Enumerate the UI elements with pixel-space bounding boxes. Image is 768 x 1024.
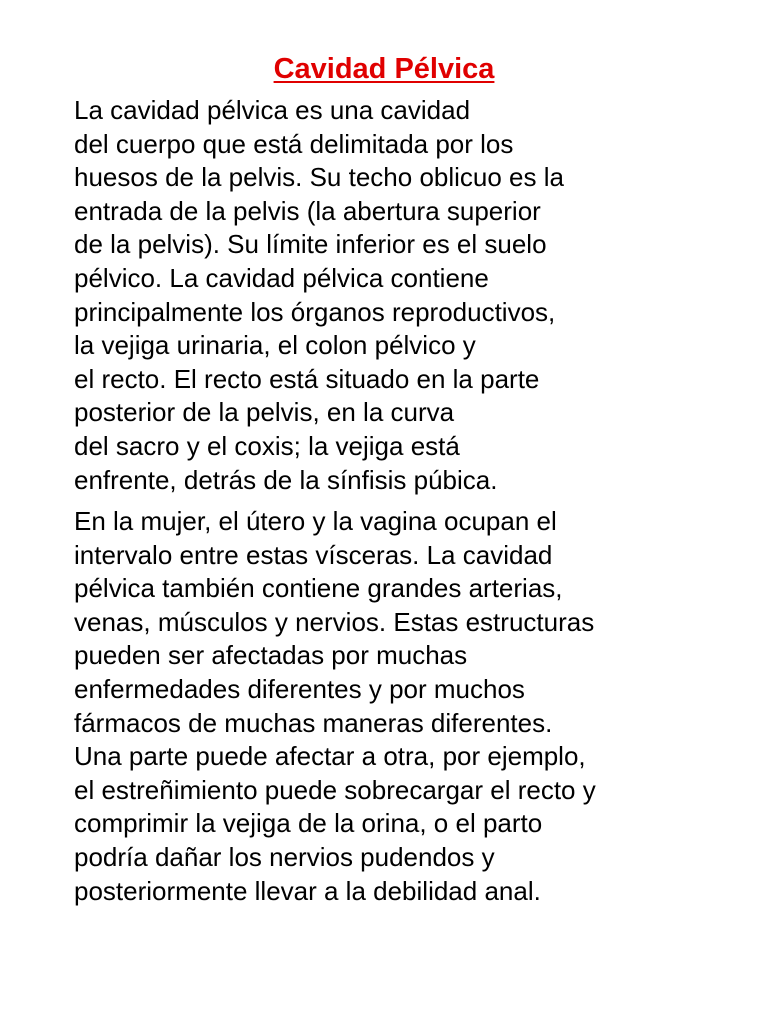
text-line: pueden ser afectadas por muchas — [74, 640, 468, 671]
text-line: principalmente los órganos reproductivos, — [74, 296, 556, 327]
page-title: Cavidad Pélvica — [273, 53, 495, 85]
text-line: fármacos de muchas maneras diferentes. — [74, 707, 553, 738]
text-line: del sacro y el coxis; la vejiga está — [74, 430, 460, 461]
text-line: En la mujer, el útero y la vagina ocupan el — [74, 506, 557, 536]
paragraph-2 — [74, 505, 596, 908]
text-line: podría dañar los nervios pudendos y — [74, 841, 495, 872]
text-line: el recto. El recto está situado en la parte — [74, 363, 540, 394]
text-line: enfermedades diferentes y por muchos — [74, 673, 525, 704]
text-line: entrada de la pelvis (la abertura superior — [74, 195, 541, 226]
text-line: posteriormente llevar a la debilidad anal. — [74, 875, 541, 906]
text-line: enfrente, detrás de la sínfisis púbica. — [74, 464, 498, 495]
text-line: pélvico. La cavidad pélvica contiene — [74, 262, 489, 293]
text-line: La cavidad pélvica es una cavidad — [74, 95, 471, 125]
text-line: de la pelvis). Su límite inferior es el suelo — [74, 229, 547, 260]
text-line: Una parte puede afectar a otra, por ejemplo, — [74, 741, 586, 772]
text-line: comprimir la vejiga de la orina, o el parto — [74, 808, 543, 839]
text-line: del cuerpo que está delimitada por los — [74, 128, 514, 159]
text-line: huesos de la pelvis. Su techo oblicuo es la — [74, 162, 564, 193]
text-line: venas, músculos y nervios. Estas estructuras — [74, 606, 595, 637]
paragraph-1 — [74, 94, 564, 497]
text-line: el estreñimiento puede sobrecargar el recto y — [74, 774, 596, 805]
text-line: la vejiga urinaria, el colon pélvico y — [74, 330, 476, 361]
text-line: posterior de la pelvis, en la curva — [74, 397, 455, 428]
text-line: pélvica también contiene grandes arterias, — [74, 573, 563, 604]
text-line: intervalo entre estas vísceras. La cavidad — [74, 539, 553, 570]
